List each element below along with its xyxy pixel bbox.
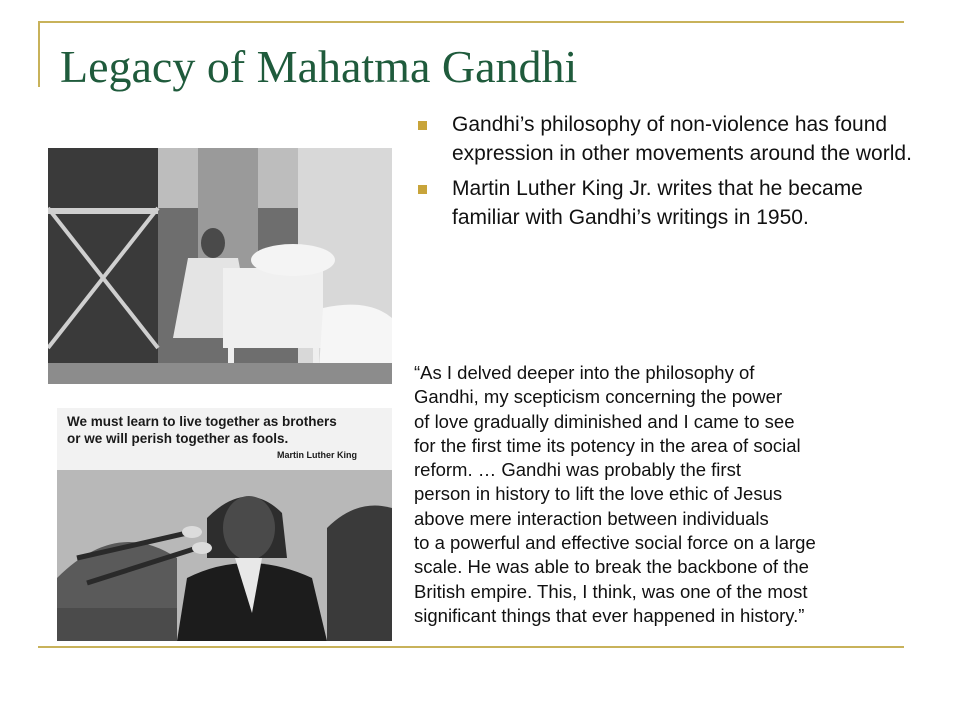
quote-line: Gandhi, my scepticism concerning the power <box>414 386 783 408</box>
bullet-item <box>412 174 912 232</box>
mlk-photo <box>57 408 392 641</box>
quote-line: scale. He was able to break the backbone of the <box>414 556 809 578</box>
frame-left-line <box>38 21 40 87</box>
quote-line: “As I delved deeper into the philosophy of <box>414 362 755 383</box>
bullet-text: Martin Luther King Jr. writes that he became familiar with Gandhi’s writings in 1950. <box>452 177 863 229</box>
quote-line: reform. … Gandhi was probably the first <box>414 459 741 481</box>
quote-line: significant things that ever happened in history.” <box>414 604 805 626</box>
quote-line: for the first time its potency in the area of social <box>414 434 801 456</box>
bullet-item <box>412 110 912 168</box>
quote-line: to a powerful and effective social force on a large <box>414 532 816 554</box>
frame-bottom-line <box>38 646 904 648</box>
quote-line: of love gradually diminished and I came to see <box>414 410 795 432</box>
square-bullet-icon <box>418 185 427 194</box>
photo-caption-attribution: Martin Luther King <box>277 450 357 460</box>
bullet-text: Gandhi’s philosophy of non-violence has found expression in other movements around the world. <box>452 113 912 165</box>
frame-top-line <box>38 21 904 23</box>
gandhi-photo <box>48 148 392 384</box>
bullet-list <box>412 110 912 238</box>
photo-caption-line2: or we will perish together as fools. <box>67 431 289 446</box>
quote-line: British empire. This, I think, was one of the most <box>414 580 808 602</box>
photo-caption-line1: We must learn to live together as brothers <box>67 414 337 429</box>
quote-line: person in history to lift the love ethic of Jesus <box>414 483 783 505</box>
square-bullet-icon <box>418 121 427 130</box>
mlk-quote <box>414 361 944 628</box>
quote-line: above mere interaction between individuals <box>414 507 769 529</box>
slide-title: Legacy of Mahatma Gandhi <box>60 41 578 92</box>
